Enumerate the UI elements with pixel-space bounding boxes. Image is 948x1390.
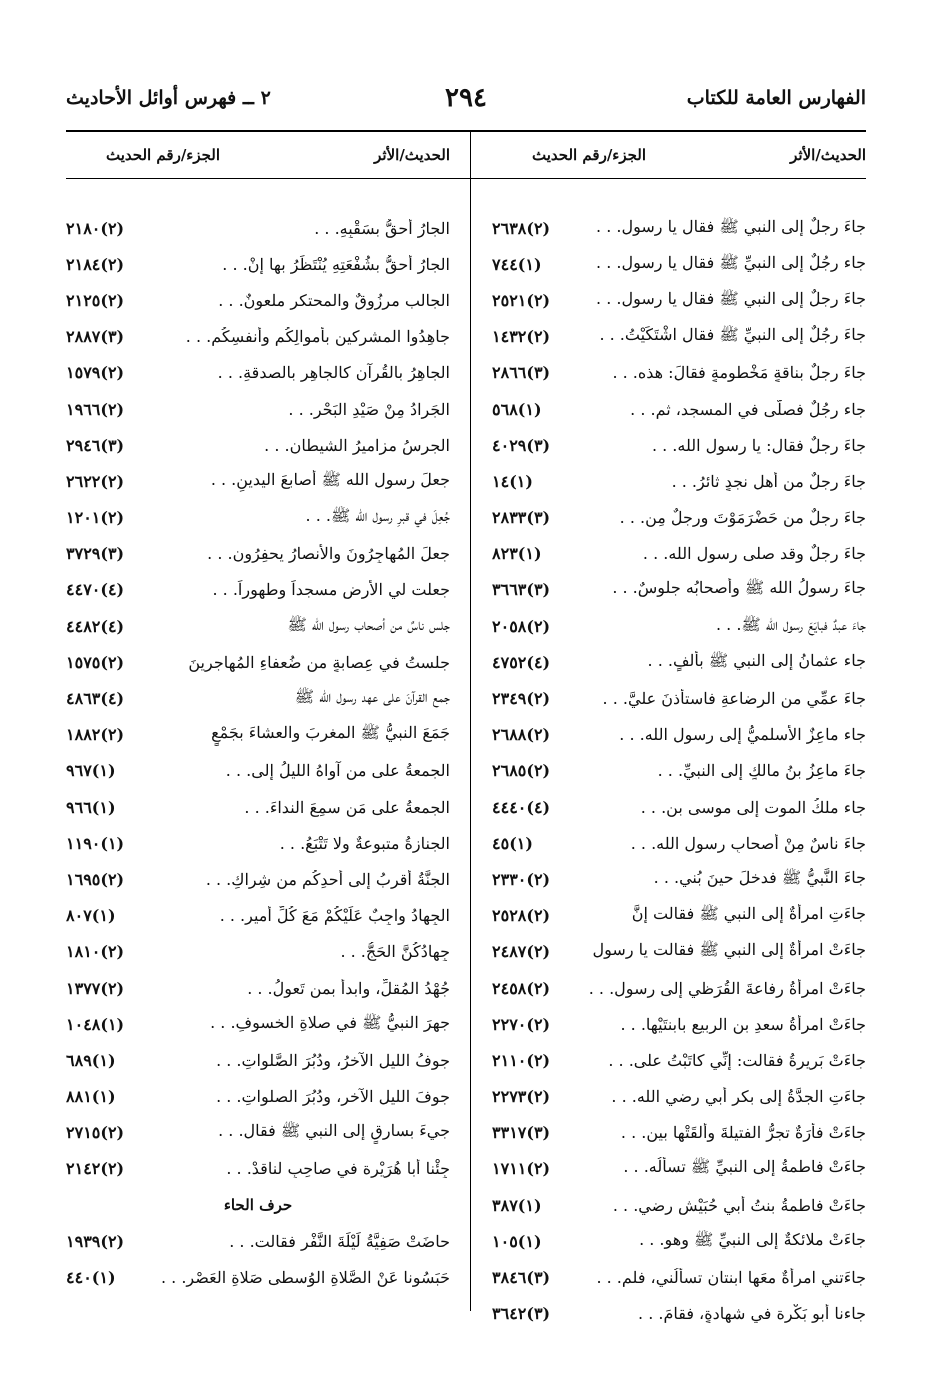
hadith-text: جاءَ رجُلٌ إلى النبيِّ ﷺ فقال اشْتَكَيْتُ. . .	[599, 325, 866, 345]
hadith-reference: (٢)٢٦٣٨	[492, 218, 551, 238]
hadith-text: جاءَ رجلٌ وقد صلى رسول الله. . .	[642, 544, 866, 564]
index-entry	[66, 717, 450, 753]
hadith-text: جاءَ رجلٌ من حَضْرَمَوْتَ ورجلٌ مِن. . .	[619, 508, 866, 528]
hadith-text: جهرَ النبيُّ ﷺ في صلاةِ الخسوفِ. . .	[210, 1012, 450, 1032]
index-entry	[492, 246, 866, 282]
hadith-reference: (١)١٤	[492, 471, 533, 491]
hadith-text: جاءَ رجلٌ من أهل نجدٍ ثائرُ. . .	[671, 471, 866, 491]
index-entry	[66, 1223, 450, 1259]
index-entry	[492, 282, 866, 318]
index-entry	[492, 753, 866, 789]
index-entry	[66, 1259, 450, 1295]
hadith-text: جاءَ رجلٌ إلى النبي ﷺ فقال يا رسول. . .	[596, 216, 866, 236]
hadith-reference: (١)٤٥	[492, 833, 533, 853]
index-entry	[66, 427, 450, 463]
index-entry	[492, 355, 866, 391]
hadith-text: الجرسُ مزاميرُ الشيطانِ. . .	[264, 435, 450, 455]
hadith-text: جاءَتْ امرأةٌ إلى النبي ﷺ فقالت يا رسول	[592, 940, 866, 960]
hadith-reference: (٣)٣٦٦٣	[492, 580, 551, 600]
index-entry	[492, 572, 866, 608]
hadith-reference: (١)١١٩٠	[66, 833, 125, 853]
hadith-text: حَبَسُونا عَنْ الصَّلاةِ الوُسطى صَلاةِ العَصْرِ. . .	[160, 1268, 450, 1288]
index-entry	[66, 970, 450, 1006]
hadith-text: جاءَتني امرأةٌ معَها ابنتانِ تسألُني، فلم. . .	[596, 1268, 866, 1288]
hadith-text: جاءَتْ فأرَةٌ تجرُّ الفتيلةَ وألقَتْها بين. . .	[620, 1123, 866, 1143]
hadith-reference: (٣)٣٨٤٦	[492, 1268, 551, 1288]
hadith-text: جاءَ النَّبيُّ ﷺ فدخلَ حينَ بُني. . .	[653, 867, 866, 887]
index-entry	[492, 1151, 866, 1187]
hadith-reference: (٢)٢١٨٤	[66, 254, 125, 274]
hadith-reference: (٢)١٩٣٩	[66, 1231, 125, 1251]
hadith-reference: (٢)٢٤٥٨	[492, 978, 551, 998]
index-entry	[66, 825, 450, 861]
hadith-text: جاءَ رجلٌ فقال: يا رسول الله. . .	[651, 435, 866, 455]
index-entry	[66, 1042, 450, 1078]
index-entry	[492, 536, 866, 572]
hadith-reference: (٣)٣٧٢٩	[66, 544, 125, 564]
hadith-text: جِئْنا أبا هُرَيْرة في صاحِبٍ لناقدْ. . .	[226, 1159, 450, 1179]
hadith-text: جاءَتِ امرأةٌ إلى النبي ﷺ فقالت إنَّ	[631, 904, 866, 924]
hadith-reference: (١)٦٨٩	[66, 1050, 116, 1070]
index-entry	[66, 753, 450, 789]
column-header-rule	[66, 178, 866, 179]
hadith-reference: (٢)٢٤٨٧	[492, 942, 551, 962]
index-entry	[492, 1223, 866, 1259]
hadith-text: جَمَعَ النبيُّ ﷺ المغربَ والعشاءَ بجَمْعٍ	[211, 723, 450, 743]
hadith-reference: (٣)٣٣١٧	[492, 1123, 551, 1143]
hadith-reference: (٢)٢٠٥٨	[492, 616, 551, 636]
hadith-text: جاء رجُلٌ إلى النبيِّ ﷺ فقال يا رسول. . .	[596, 252, 866, 272]
hadith-text: الجاهِرُ بالقُرآنِ كالجاهِرِ بالصدقةِ. . .	[217, 363, 450, 383]
index-entry	[66, 355, 450, 391]
hadith-text: الجِهادُ واجِبٌ عَلَيْكُمْ مَعَ كُلِّ أميرٍ. . .	[219, 906, 450, 926]
hadith-text: جيءَ بسارقٍ إلى النبي ﷺ فقال. . .	[218, 1121, 450, 1141]
hadith-text: جاءَتْ ملائكةٌ إلى النبيِّ ﷺ وهو. . .	[639, 1229, 866, 1249]
hadith-reference: (١)٨٠٧	[66, 906, 116, 926]
index-entry	[66, 500, 450, 536]
hadith-reference: (٢)٢٦٨٨	[492, 725, 551, 745]
section-title: ٢ ــ فهرس أوائل الأحاديث	[66, 87, 271, 109]
hadith-reference: (٣)٢٨٨٧	[66, 327, 125, 347]
index-entry	[66, 934, 450, 970]
hadith-reference: (٢)٢١٨٠	[66, 218, 125, 238]
hadith-reference: (٢)١٥٧٥	[66, 652, 125, 672]
index-entry	[66, 644, 450, 680]
hadith-text: جاء عثمانُ إلى النبي ﷺ بألفٍ. . .	[647, 650, 866, 670]
index-entry	[492, 1187, 866, 1223]
hadith-text: جاءَتْ امرأةُ سعدِ بن الربيع بابنتَيْها. . .	[620, 1014, 866, 1034]
hadith-reference: (٣)٤٠٢٩	[492, 435, 551, 455]
index-entry	[66, 463, 450, 499]
hadith-text: جعلَ رسول الله ﷺ أصابعَ اليدينِ. . .	[210, 469, 450, 489]
hadith-reference: (٢)٢١٤٢	[66, 1159, 125, 1179]
hadith-reference: (٤)٤٨٦٣	[66, 689, 125, 709]
hadith-text: جوفَ الليلِ الآخرِ، ودُبُرَ الصلواتِ. . .	[216, 1087, 450, 1107]
hadith-reference: (٢)١٨١٠	[66, 942, 125, 962]
index-entry	[492, 319, 866, 355]
hadith-reference: (٢)٢١٢٥	[66, 290, 125, 310]
ref-column-label: الجزء/رقم الحديث	[532, 146, 647, 164]
hadith-reference: (٣)٢٨٣٣	[492, 508, 551, 528]
index-entry	[66, 1079, 450, 1115]
left-column-entries	[66, 210, 450, 1296]
index-entry	[492, 789, 866, 825]
hadith-reference: (١)٧٤٤	[492, 254, 542, 274]
index-entry	[66, 898, 450, 934]
hadith-reference: (٢)٢٣٣٠	[492, 869, 551, 889]
hadith-text: جاءَتِ الجدَّةُ إلى بكر أبي رضي الله. . .	[611, 1087, 866, 1107]
letter-section-heading: حرف الحاء	[223, 1196, 293, 1215]
hadith-reference: (١)٨٨١	[66, 1087, 116, 1107]
hadith-text: جاءَ عبدٌ فبايَعَ رسول الله ﷺ. . .	[715, 614, 866, 634]
hadith-reference: (١)١٠٤٨	[66, 1014, 125, 1034]
hadith-text: جعلت لي الأرض مسجداً وطهوراً. . .	[212, 580, 450, 600]
hadith-reference: (١)٤٤٠	[66, 1268, 116, 1288]
index-entry	[66, 572, 450, 608]
index-entry	[492, 898, 866, 934]
hadith-text: الجارُ أحقُّ بشُفْعَتِهِ يُنْتَظَرُ بها إنْ. . .	[222, 254, 450, 274]
hadith-text: جُعِلَ في قبرِ رسول الله ﷺ. . .	[305, 506, 450, 526]
hadith-reference: (١)٣٨٧	[492, 1195, 542, 1215]
hadith-text: جاءَ رسولُ الله ﷺ وأصحابُه جلوسٌ. . .	[612, 578, 866, 598]
book-index-title: الفهارس العامة للكتاب	[686, 87, 866, 109]
hadith-text: جلس ناسٌ من أصحاب رسول الله ﷺ	[287, 614, 450, 634]
index-entry	[66, 1151, 450, 1187]
index-entry	[492, 825, 866, 861]
index-entry	[66, 789, 450, 825]
hadith-reference: (٢)٢٢٧٣	[492, 1087, 551, 1107]
ref-column-label: الجزء/رقم الحديث	[106, 146, 221, 164]
index-entry	[492, 391, 866, 427]
index-entry	[492, 644, 866, 680]
index-entry	[492, 210, 866, 246]
index-entry	[66, 536, 450, 572]
hadith-reference: (٢)٢٥٢٨	[492, 906, 551, 926]
hadith-text: جوفُ الليلِ الآخرُ، ودُبُرَ الصَّلواتِ. . .	[216, 1050, 450, 1070]
hadith-reference: (٢)٢٧١٥	[66, 1123, 125, 1143]
hadith-text: جاءَ عمِّي من الرضاعةِ فاستأذنَ عليَّ. . .	[602, 689, 866, 709]
hadith-text: جُهْدُ المُقلِّ، وابدأ بمن تَعولُ. . .	[247, 978, 450, 998]
index-entry	[492, 717, 866, 753]
index-entry	[66, 210, 450, 246]
hadith-text: جاءَ رجلٌ بناقةٍ مَخْطومةٍ فقالَ: هذه. . .	[612, 363, 866, 383]
hadith-reference: (٢)١٣٧٧	[66, 978, 125, 998]
hadith-text: جمع القرآنَ على عهد رسول الله ﷺ	[294, 687, 450, 707]
hadith-reference: (٢)١٤٣٢	[492, 327, 551, 347]
index-entry	[66, 319, 450, 355]
hadith-reference: (٣)٢٩٤٦	[66, 435, 125, 455]
index-entry	[66, 608, 450, 644]
hadith-text: الجمعةُ على مَن سمِعَ النداءَ. . .	[244, 797, 450, 817]
hadith-reference: (٣)٢٨٦٦	[492, 363, 551, 383]
hadith-reference: (١)٨٢٣	[492, 544, 542, 564]
hadith-text: جاءَتْ بَرِيرةُ فقالت: إنِّي كاتَبْتُ على. . .	[608, 1050, 866, 1070]
index-entry	[66, 391, 450, 427]
index-entry	[492, 463, 866, 499]
hadith-column-label: الحديث/الأثر	[374, 146, 450, 164]
index-entry	[492, 970, 866, 1006]
index-entry	[492, 861, 866, 897]
hadith-text: جِهادُكُنَّ الحَجُّ. . .	[340, 942, 450, 962]
hadith-text: جاءَ رجلٌ إلى النبي ﷺ فقال يا رسول. . .	[596, 288, 866, 308]
hadith-reference: (٢)١٥٧٩	[66, 363, 125, 383]
index-entry	[492, 934, 866, 970]
hadith-text: جاءَتْ فاطمةُ بنتُ أبي حُبَيْش رضي. . .	[612, 1195, 866, 1215]
hadith-reference: (٢)٢١١٠	[492, 1050, 551, 1070]
hadith-text: الجالب مرزُوقٌ والمحتكر ملعونٌ. . .	[218, 290, 450, 310]
hadith-text: جلستُ في عِصابةٍ من ضُعفاءِ المُهاجرينَ	[188, 652, 450, 672]
hadith-text: جاء ملكُ الموت إلى موسى بن. . .	[640, 797, 866, 817]
hadith-column-label: الحديث/الأثر	[790, 146, 866, 164]
hadith-text: جاءَ ماعِزُ بنُ مالكٍ إلى النبيِّ. . .	[657, 761, 866, 781]
index-entry	[66, 246, 450, 282]
hadith-text: جاء ماعِزٌ الأسلميُّ إلى رسول الله. . .	[619, 725, 866, 745]
index-entry	[492, 1006, 866, 1042]
hadith-text: جاءنا أبو بَكْرة في شهادةٍ، فقامَ. . .	[638, 1304, 866, 1324]
hadith-reference: (٤)٤٤٧٠	[66, 580, 125, 600]
hadith-text: جاءَتْ امرأةُ رِفاعةَ القُرَظي إلى رسول. . .	[588, 978, 866, 998]
hadith-reference: (٢)٢٣٤٩	[492, 689, 551, 709]
hadith-text: جعلَ المُهاجِرُونَ والأنصارُ يحفِرُون. . .	[207, 544, 450, 564]
hadith-reference: (٢)٢٥٢١	[492, 290, 551, 310]
left-column-header	[66, 140, 450, 170]
hadith-reference: (٤)٤٧٥٢	[492, 652, 551, 672]
index-entry	[492, 1042, 866, 1078]
hadith-reference: (٢)٢٢٧٠	[492, 1014, 551, 1034]
page-number: ٢٩٤	[445, 83, 487, 113]
hadith-text: الجنازةُ متبوعةٌ ولا تَتْبَعُ. . .	[279, 833, 450, 853]
hadith-reference: (١)٩٦٦	[66, 797, 116, 817]
right-column-header	[492, 140, 866, 170]
hadith-text: الجنَّةُ أقربُ إلى أحدِكُم من شِراكِ. . .	[205, 869, 450, 889]
index-entry	[66, 1006, 450, 1042]
hadith-reference: (٤)٤٤٨٢	[66, 616, 125, 636]
hadith-reference: (١)٥٦٨	[492, 399, 542, 419]
index-entry	[492, 427, 866, 463]
hadith-text: الجمعةُ على من آواهُ الليلُ إلى. . .	[225, 761, 450, 781]
hadith-text: جاء رجُلٌ فصلَّى في المسجد، ثم. . .	[630, 399, 866, 419]
index-entry	[66, 680, 450, 716]
column-divider	[470, 131, 471, 1311]
hadith-text: جاءَتْ فاطمةُ إلى النبيِّ ﷺ تسألُه. . .	[623, 1157, 866, 1177]
hadith-text: الجَرادُ مِنْ صَيْدِ البَحْرِ. . .	[288, 399, 450, 419]
hadith-reference: (١)١٠٥	[492, 1231, 542, 1251]
hadith-reference: (٢)١٨٨٢	[66, 725, 125, 745]
index-entry	[492, 1296, 866, 1332]
right-column-entries	[492, 210, 866, 1332]
hadith-reference: (٤)٤٤٤٠	[492, 797, 551, 817]
hadith-text: حاضَتْ صَفِيَّةُ لَيْلَةَ النَّفْرِ فقالت. . .	[229, 1231, 450, 1251]
index-entry	[492, 608, 866, 644]
index-entry	[492, 500, 866, 536]
page-header	[66, 78, 866, 118]
index-entry	[492, 1115, 866, 1151]
index-entry	[66, 1115, 450, 1151]
hadith-reference: (١)٩٦٧	[66, 761, 116, 781]
index-entry	[492, 1259, 866, 1295]
hadith-text: الجارُ أحقُّ بسَقْبِهِ. . .	[314, 218, 450, 238]
index-entry	[492, 680, 866, 716]
hadith-reference: (٣)٣٦٤٢	[492, 1304, 551, 1324]
index-entry	[492, 1079, 866, 1115]
hadith-text: جاءَ ناسٌ مِنْ أصحابِ رسولِ الله. . .	[630, 833, 866, 853]
hadith-reference: (٢)١٩٦٦	[66, 399, 125, 419]
index-entry	[66, 282, 450, 318]
hadith-text: جاهِدُوا المشركين بأموالِكُم وأنفسِكُم. . .	[185, 327, 450, 347]
hadith-reference: (٢)١٢٠١	[66, 508, 125, 528]
hadith-reference: (٢)٢٦٢٢	[66, 471, 125, 491]
hadith-reference: (٢)١٧١١	[492, 1159, 551, 1179]
index-entry	[66, 861, 450, 897]
header-rule	[66, 130, 866, 132]
hadith-reference: (٢)١٦٩٥	[66, 869, 125, 889]
hadith-reference: (٢)٢٦٨٥	[492, 761, 551, 781]
